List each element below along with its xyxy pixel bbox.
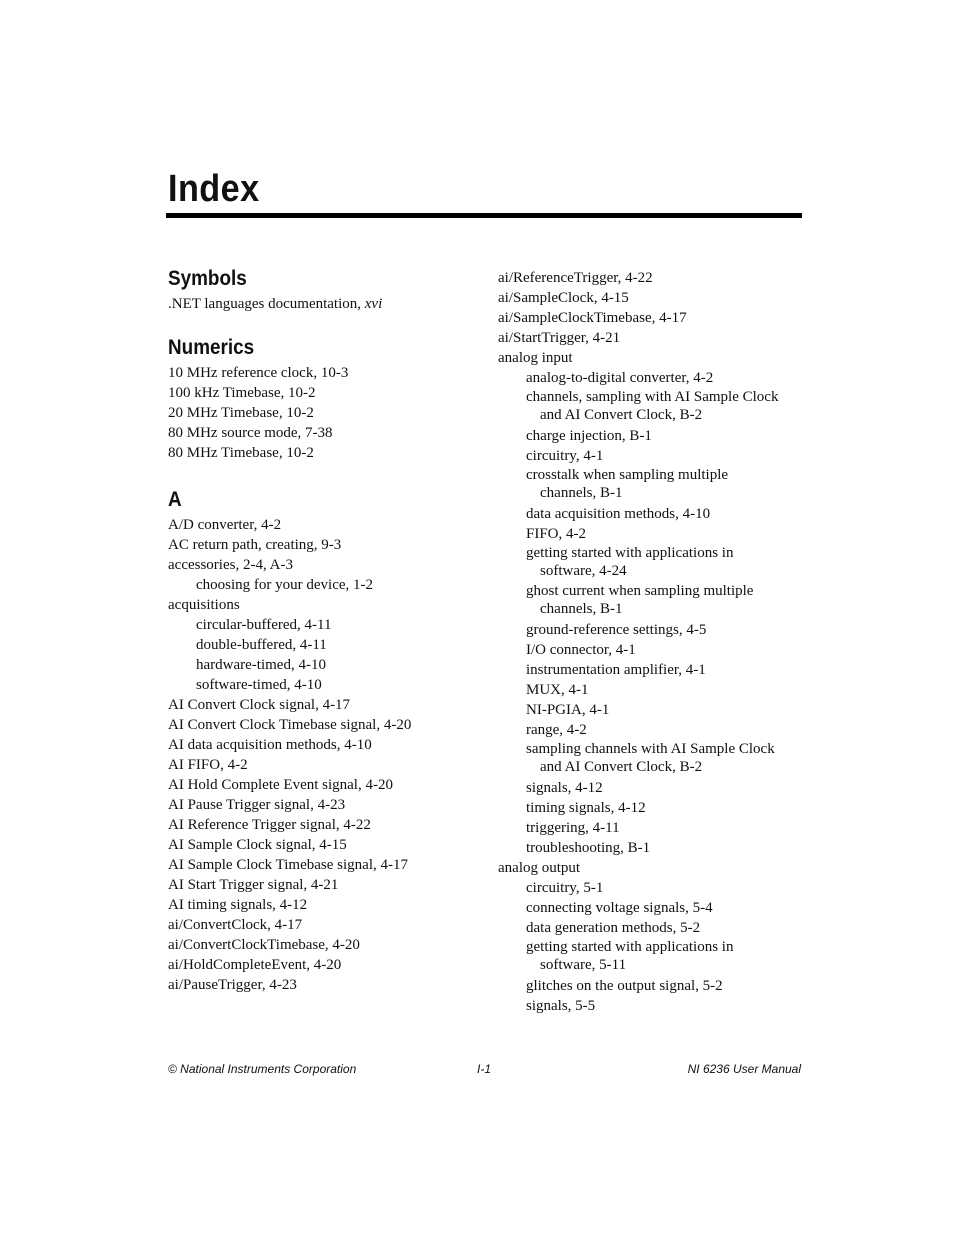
index-subentry-continuation: channels, B-1 [540,601,623,617]
index-subentry: FIFO, 4-2 [526,526,587,542]
index-entry: 80 MHz Timebase, 10-2 [168,445,314,461]
index-entry: 10 MHz reference clock, 10-3 [168,365,349,381]
index-entry: ai/PauseTrigger, 4-23 [168,977,297,993]
index-entry-text: .NET languages documentation, [168,296,365,312]
index-entry: 100 kHz Timebase, 10-2 [168,385,316,401]
index-entry: AI Start Trigger signal, 4-21 [168,877,339,893]
section-heading-symbols: Symbols [168,267,247,290]
index-column-right [498,268,808,1016]
index-entry [168,294,478,314]
index-entry: ai/ReferenceTrigger, 4-22 [498,270,653,286]
index-subentry: timing signals, 4-12 [526,800,646,816]
index-entry: AI Sample Clock signal, 4-15 [168,837,347,853]
index-entry: analog input [498,350,573,366]
index-subentry [498,388,808,424]
index-entry: ai/ConvertClockTimebase, 4-20 [168,937,360,953]
index-entry: 80 MHz source mode, 7-38 [168,425,333,441]
index-subentry: MUX, 4-1 [526,682,589,698]
index-subentry: glitches on the output signal, 5-2 [526,978,723,994]
index-subentry: I/O connector, 4-1 [526,642,636,658]
index-entry: AI timing signals, 4-12 [168,897,308,913]
footer-copyright: © National Instruments Corporation [168,1062,357,1076]
index-subentry: software-timed, 4-10 [196,677,322,693]
index-entry: AI Sample Clock Timebase signal, 4-17 [168,857,408,873]
index-subentry: range, 4-2 [526,722,587,738]
index-entry: AI Convert Clock Timebase signal, 4-20 [168,717,412,733]
index-entry-ref: xvi [364,296,383,312]
index-subentry-continuation: and AI Convert Clock, B-2 [540,759,703,775]
index-subentry: analog-to-digital converter, 4-2 [526,370,714,386]
index-subentry: signals, 4-12 [526,780,603,796]
footer-manual-title: NI 6236 User Manual [687,1062,801,1076]
index-subentry [498,938,808,974]
index-subentry: data acquisition methods, 4-10 [526,506,711,522]
index-subentry [498,740,808,776]
index-entry: acquisitions [168,597,240,613]
index-subentry: circular-buffered, 4-11 [196,617,332,633]
index-entry: AI Convert Clock signal, 4-17 [168,697,351,713]
page-title: Index [168,168,260,210]
footer-page-number: I-1 [477,1062,492,1076]
index-subentry: data generation methods, 5-2 [526,920,701,936]
index-subentry-continuation: software, 4-24 [540,563,627,579]
section-heading-numerics: Numerics [168,336,255,359]
index-subentry [498,466,808,502]
index-subentry: circuitry, 4-1 [526,448,604,464]
index-subentry: hardware-timed, 4-10 [196,657,326,673]
index-subentry [498,582,808,618]
index-entry: AI Hold Complete Event signal, 4-20 [168,777,393,793]
index-entry: A/D converter, 4-2 [168,517,282,533]
index-subentry: connecting voltage signals, 5-4 [526,900,713,916]
index-subentry: signals, 5-5 [526,998,596,1014]
index-subentry: NI-PGIA, 4-1 [526,702,610,718]
index-column-left [168,264,478,995]
index-entry: accessories, 2-4, A-3 [168,557,293,573]
index-subentry-continuation: and AI Convert Clock, B-2 [540,407,703,423]
index-subentry-line: ghost current when sampling multiple [526,583,754,599]
index-subentry-continuation: channels, B-1 [540,485,623,501]
index-entry: AI data acquisition methods, 4-10 [168,737,372,753]
index-subentry: choosing for your device, 1-2 [196,577,374,593]
index-entry: ai/StartTrigger, 4-21 [498,330,621,346]
index-entry: AC return path, creating, 9-3 [168,537,342,553]
index-subentry-line: crosstalk when sampling multiple [526,467,729,483]
index-subentry: troubleshooting, B-1 [526,840,651,856]
spacer [168,314,478,333]
index-subentry: triggering, 4-11 [526,820,620,836]
spacer [168,463,478,485]
index-subentry: charge injection, B-1 [526,428,652,444]
index-entry: ai/SampleClockTimebase, 4-17 [498,310,687,326]
index-subentry-line: getting started with applications in [526,939,734,955]
index-subentry [498,544,808,580]
index-entry: analog output [498,860,581,876]
index-subentry: instrumentation amplifier, 4-1 [526,662,706,678]
index-subentry-line: getting started with applications in [526,545,734,561]
index-subentry-continuation: software, 5-11 [540,957,627,973]
index-subentry-line: channels, sampling with AI Sample Clock [526,389,779,405]
index-entry: AI FIFO, 4-2 [168,757,248,773]
section-heading-a: A [168,488,182,511]
index-subentry: double-buffered, 4-11 [196,637,327,653]
index-entry: 20 MHz Timebase, 10-2 [168,405,314,421]
index-entry: ai/HoldCompleteEvent, 4-20 [168,957,342,973]
index-subentry: circuitry, 5-1 [526,880,604,896]
title-rule [166,213,802,218]
index-subentry: ground-reference settings, 4-5 [526,622,707,638]
index-entry: AI Pause Trigger signal, 4-23 [168,797,346,813]
index-entry: ai/ConvertClock, 4-17 [168,917,303,933]
index-entry: AI Reference Trigger signal, 4-22 [168,817,371,833]
index-entry: ai/SampleClock, 4-15 [498,290,629,306]
index-subentry-line: sampling channels with AI Sample Clock [526,741,775,757]
